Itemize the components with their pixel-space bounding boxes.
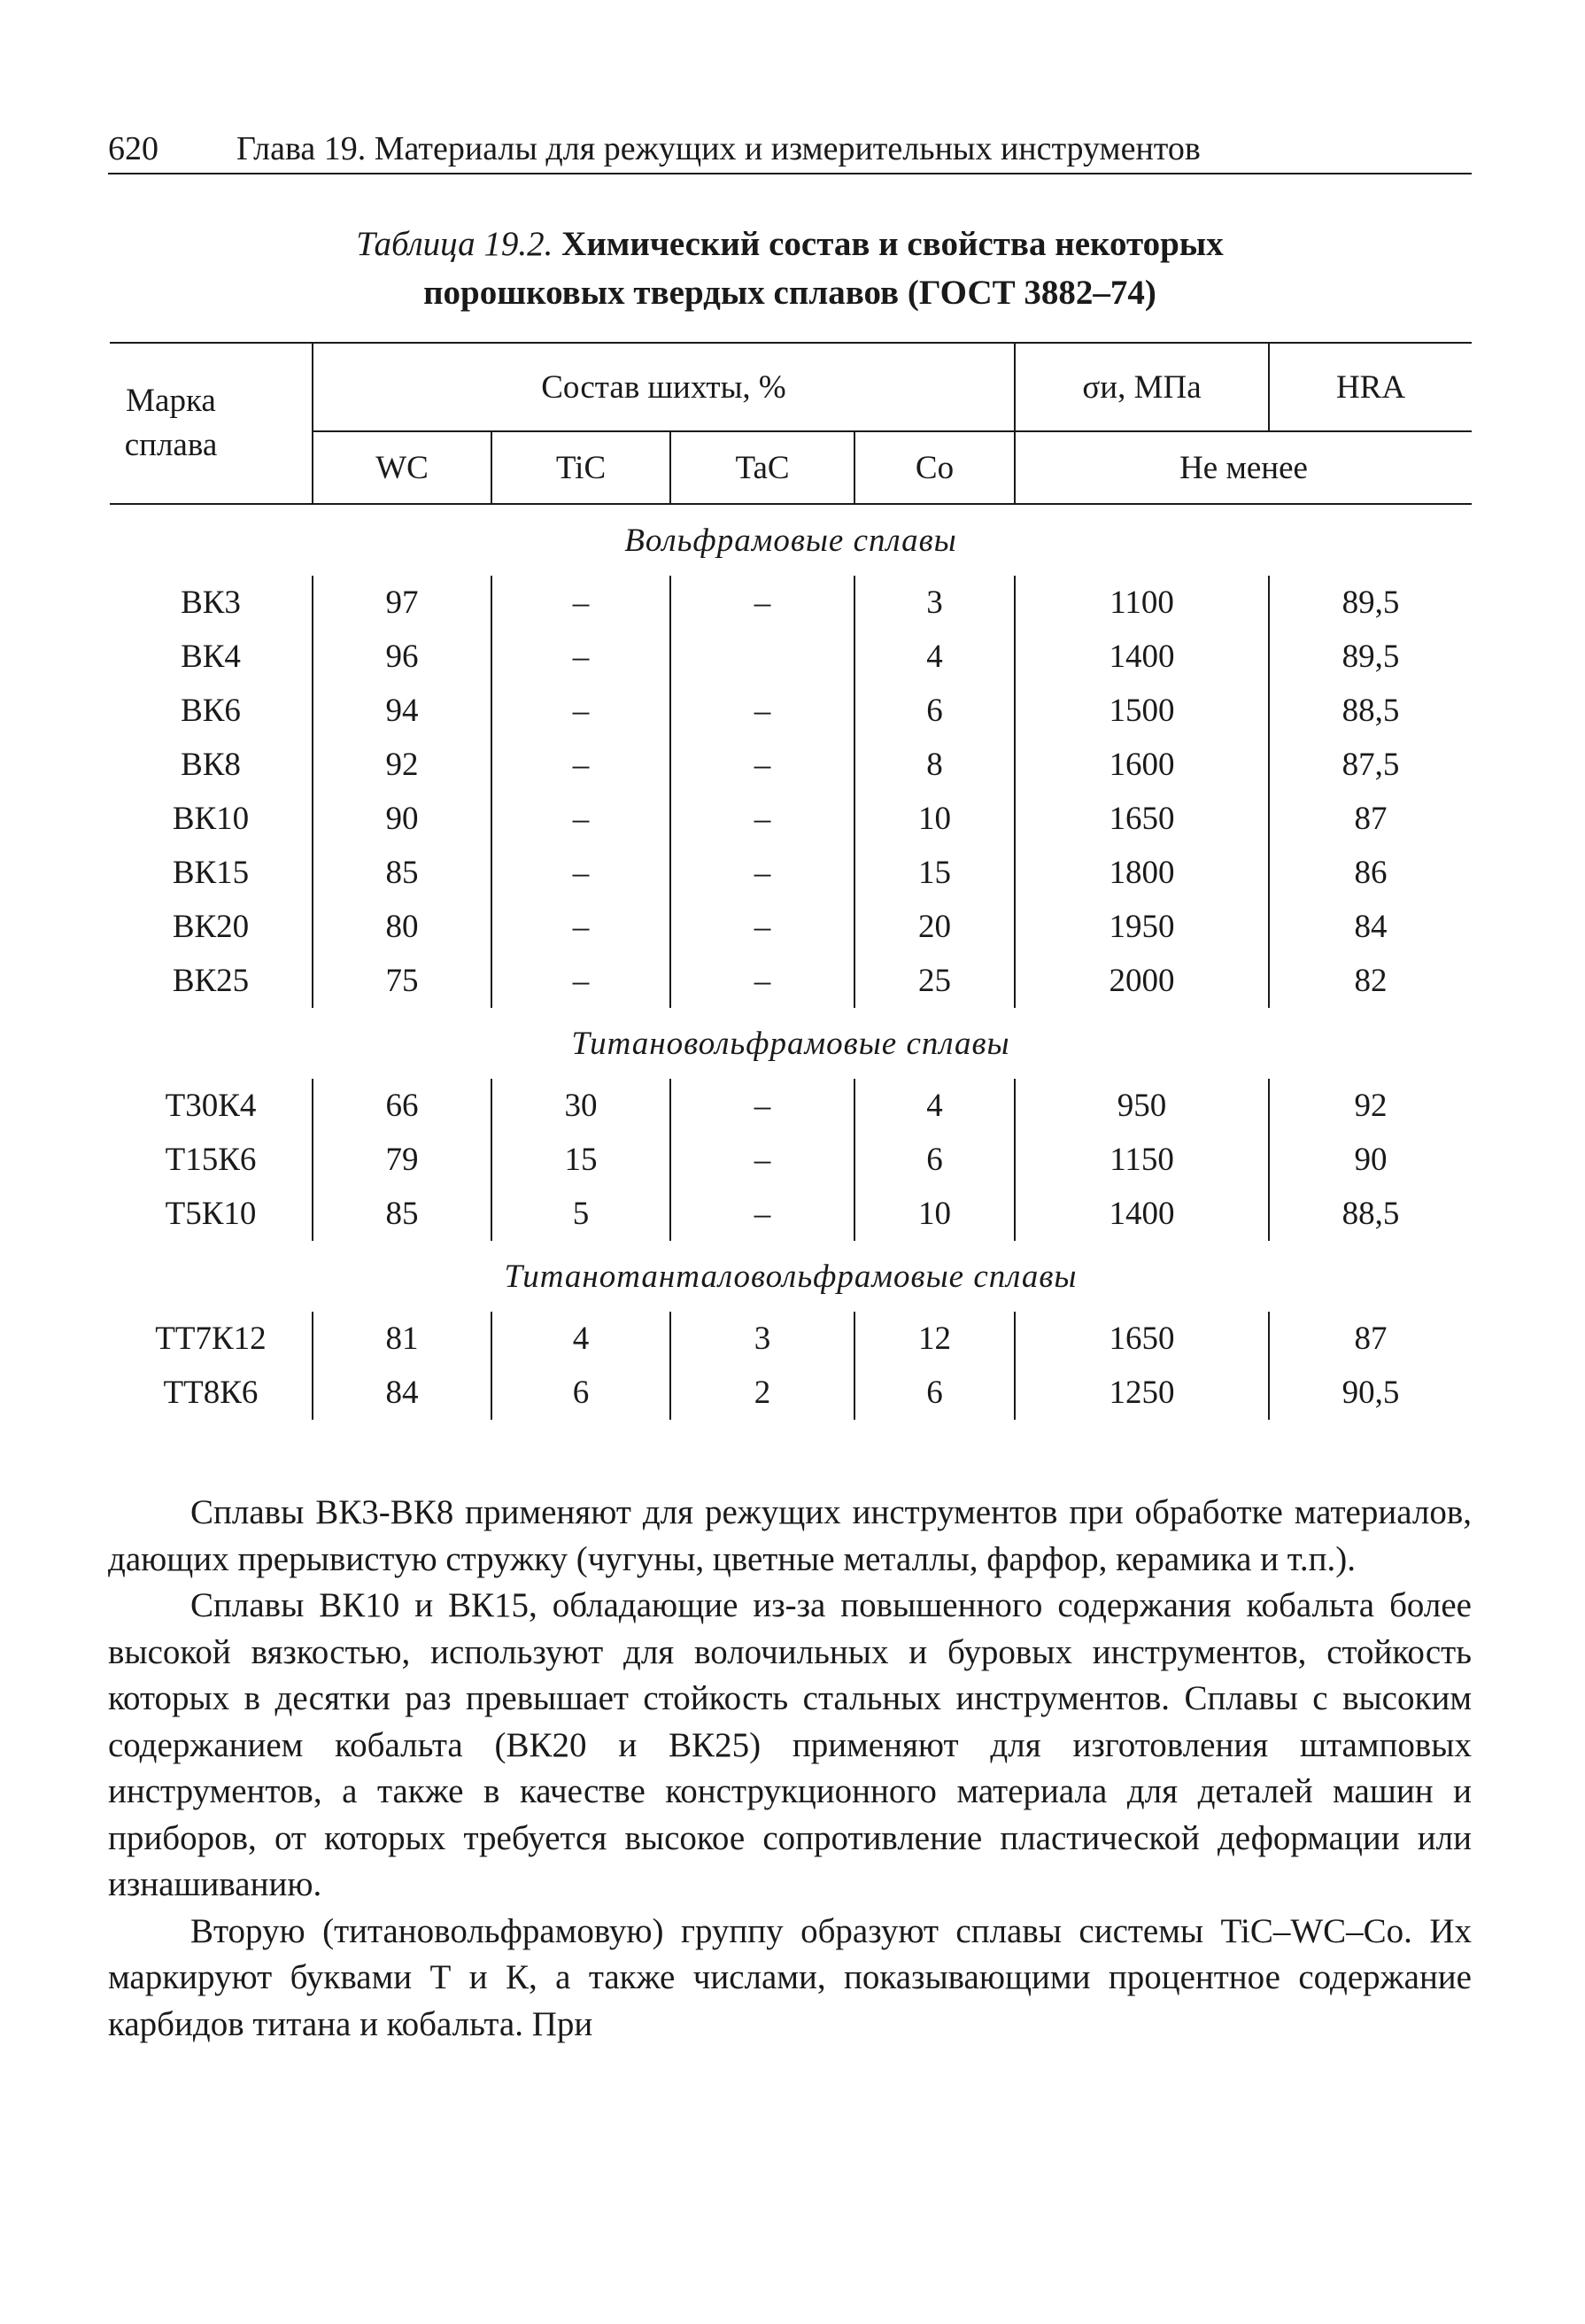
cell-hra: 87 <box>1269 792 1472 846</box>
cell-wc: 85 <box>313 846 491 900</box>
alloys-table <box>110 342 1472 1420</box>
cell-sigma: 1100 <box>1015 576 1269 630</box>
cell-hra: 82 <box>1269 954 1472 1008</box>
cell-sigma: 1150 <box>1015 1133 1269 1187</box>
cell-wc: 92 <box>313 738 491 792</box>
table-row <box>110 900 1472 954</box>
cell-hra: 84 <box>1269 900 1472 954</box>
section-title: Вольфрамовые сплавы <box>624 522 957 559</box>
cell-sigma: 1800 <box>1015 846 1269 900</box>
cell-tac: 2 <box>670 1366 854 1420</box>
cell-tic: – <box>491 576 670 630</box>
cell-hra: 90,5 <box>1269 1366 1472 1420</box>
cell-co: 20 <box>854 900 1015 954</box>
table-row <box>110 684 1472 738</box>
cell-sigma: 1400 <box>1015 1187 1269 1241</box>
cell-tic: – <box>491 630 670 684</box>
table-row <box>110 1133 1472 1187</box>
cell-tac: – <box>670 576 854 630</box>
column-header-sigma: σи, МПа <box>1015 343 1269 431</box>
cell-hra: 87,5 <box>1269 738 1472 792</box>
cell-tac: 3 <box>670 1312 854 1366</box>
cell-tic: – <box>491 738 670 792</box>
column-header-co: Co <box>854 431 1015 504</box>
cell-tic: 30 <box>491 1079 670 1133</box>
cell-wc: 81 <box>313 1312 491 1366</box>
chapter-title: Глава 19. Материалы для режущих и измерительных инструментов <box>236 130 1201 167</box>
cell-co: 6 <box>854 1133 1015 1187</box>
cell-grade: Т15К6 <box>165 1142 257 1178</box>
cell-co: 10 <box>854 792 1015 846</box>
cell-grade: ТТ8К6 <box>163 1375 259 1411</box>
column-header-tac: TaC <box>670 431 854 504</box>
column-header-wc: WC <box>313 431 491 504</box>
cell-co: 4 <box>854 1079 1015 1133</box>
cell-hra: 87 <box>1269 1312 1472 1366</box>
cell-co: 6 <box>854 1366 1015 1420</box>
cell-tac <box>670 630 854 684</box>
cell-grade: Т5К10 <box>165 1196 257 1232</box>
cell-sigma: 1400 <box>1015 630 1269 684</box>
cell-tic: 15 <box>491 1133 670 1187</box>
paragraph: Вторую (титановольфрамовую) группу образуют сплавы системы TiC–WC–Co. Их маркируют буквами Т и К, а также числами, показывающими процентное содержание карбидов титана и кобальта. При <box>108 1911 1472 2043</box>
cell-hra: 90 <box>1269 1133 1472 1187</box>
cell-sigma: 1650 <box>1015 1312 1269 1366</box>
cell-co: 6 <box>854 684 1015 738</box>
cell-grade: ВК20 <box>172 909 250 945</box>
paragraph: Сплавы ВК10 и ВК15, обладающие из-за повышенного содержания кобальта более высокой вязкостью, используют для волочильных и буровых инструментов, стойкость которых в десятки раз превышает стойкость стальных инструментов. Сплавы с высоким содержанием кобальта (ВК20 и ВК25) применяют для изготовления штамповых инструментов, а также в качестве конструкционного материала для деталей машин и приборов, от которых требуется высокое сопротивление пластической деформации или изнашиванию. <box>108 1586 1472 1903</box>
cell-grade: ВК6 <box>181 693 241 729</box>
cell-tac: – <box>670 1133 854 1187</box>
cell-wc: 97 <box>313 576 491 630</box>
cell-tac: – <box>670 900 854 954</box>
cell-wc: 66 <box>313 1079 491 1133</box>
cell-co: 8 <box>854 738 1015 792</box>
group-titanium-tantalum-tungsten <box>110 1241 1472 1420</box>
table-row <box>110 1079 1472 1133</box>
cell-tic: – <box>491 846 670 900</box>
column-header-tic: TiC <box>491 431 670 504</box>
cell-tac: – <box>670 738 854 792</box>
table-label: Таблица 19.2. <box>356 225 553 263</box>
table-row <box>110 1187 1472 1241</box>
table-row <box>110 846 1472 900</box>
table-row <box>110 1366 1472 1420</box>
cell-grade: Т30К4 <box>165 1088 257 1124</box>
cell-tic: – <box>491 684 670 738</box>
cell-wc: 84 <box>313 1366 491 1420</box>
cell-wc: 96 <box>313 630 491 684</box>
cell-wc: 85 <box>313 1187 491 1241</box>
cell-grade: ВК15 <box>172 855 250 891</box>
cell-tac: – <box>670 684 854 738</box>
cell-hra: 86 <box>1269 846 1472 900</box>
section-title: Титановольфрамовые сплавы <box>571 1025 1010 1062</box>
cell-tac: – <box>670 954 854 1008</box>
table-row <box>110 630 1472 684</box>
column-header-grade: Марка сплава <box>110 343 313 504</box>
cell-sigma: 1950 <box>1015 900 1269 954</box>
table-title-line1: Химический состав и свойства некоторых <box>561 225 1224 263</box>
cell-sigma: 1250 <box>1015 1366 1269 1420</box>
group-titanium-tungsten <box>110 1008 1472 1241</box>
table-row <box>110 954 1472 1008</box>
cell-hra: 89,5 <box>1269 630 1472 684</box>
group-tungsten <box>110 504 1472 1008</box>
cell-co: 10 <box>854 1187 1015 1241</box>
cell-sigma: 2000 <box>1015 954 1269 1008</box>
paragraph: Сплавы ВК3-ВК8 применяют для режущих инструментов при обработке материалов, дающих прерывистую стружку (чугуны, цветные металлы, фарфор, керамика и т.п.). <box>108 1493 1472 1578</box>
cell-tic: 4 <box>491 1312 670 1366</box>
cell-co: 3 <box>854 576 1015 630</box>
running-header <box>108 127 1472 174</box>
column-header-min-note: Не менее <box>1015 431 1472 504</box>
cell-tac: – <box>670 792 854 846</box>
table-row <box>110 738 1472 792</box>
cell-tic: 5 <box>491 1187 670 1241</box>
cell-sigma: 1650 <box>1015 792 1269 846</box>
cell-grade: ВК4 <box>181 639 241 675</box>
column-header-composition: Состав шихты, % <box>313 343 1015 431</box>
cell-grade: ВК10 <box>172 801 250 837</box>
column-header-hra: HRA <box>1269 343 1472 431</box>
cell-sigma: 950 <box>1015 1079 1269 1133</box>
section-title: Титанотанталовольфрамовые сплавы <box>504 1258 1078 1295</box>
cell-sigma: 1500 <box>1015 684 1269 738</box>
cell-tac: – <box>670 846 854 900</box>
page-number: 620 <box>108 130 158 167</box>
cell-grade: ТТ7К12 <box>155 1321 267 1357</box>
cell-hra: 89,5 <box>1269 576 1472 630</box>
body-text <box>108 1490 1472 2048</box>
cell-tic: – <box>491 792 670 846</box>
cell-co: 25 <box>854 954 1015 1008</box>
cell-tac: – <box>670 1079 854 1133</box>
cell-co: 15 <box>854 846 1015 900</box>
cell-grade: ВК8 <box>181 747 241 783</box>
table-title-line2: порошковых твердых сплавов (ГОСТ 3882–74) <box>423 274 1156 312</box>
cell-hra: 92 <box>1269 1079 1472 1133</box>
table-caption <box>108 220 1472 317</box>
cell-co: 12 <box>854 1312 1015 1366</box>
cell-tac: – <box>670 1187 854 1241</box>
cell-hra: 88,5 <box>1269 1187 1472 1241</box>
cell-grade: ВК25 <box>172 963 250 999</box>
cell-co: 4 <box>854 630 1015 684</box>
cell-wc: 94 <box>313 684 491 738</box>
cell-wc: 75 <box>313 954 491 1008</box>
cell-hra: 88,5 <box>1269 684 1472 738</box>
cell-tic: 6 <box>491 1366 670 1420</box>
cell-grade: ВК3 <box>181 585 241 621</box>
table-row <box>110 792 1472 846</box>
cell-wc: 90 <box>313 792 491 846</box>
cell-tic: – <box>491 954 670 1008</box>
cell-tic: – <box>491 900 670 954</box>
cell-wc: 79 <box>313 1133 491 1187</box>
table-row <box>110 576 1472 630</box>
table-row <box>110 1312 1472 1366</box>
cell-wc: 80 <box>313 900 491 954</box>
cell-sigma: 1600 <box>1015 738 1269 792</box>
